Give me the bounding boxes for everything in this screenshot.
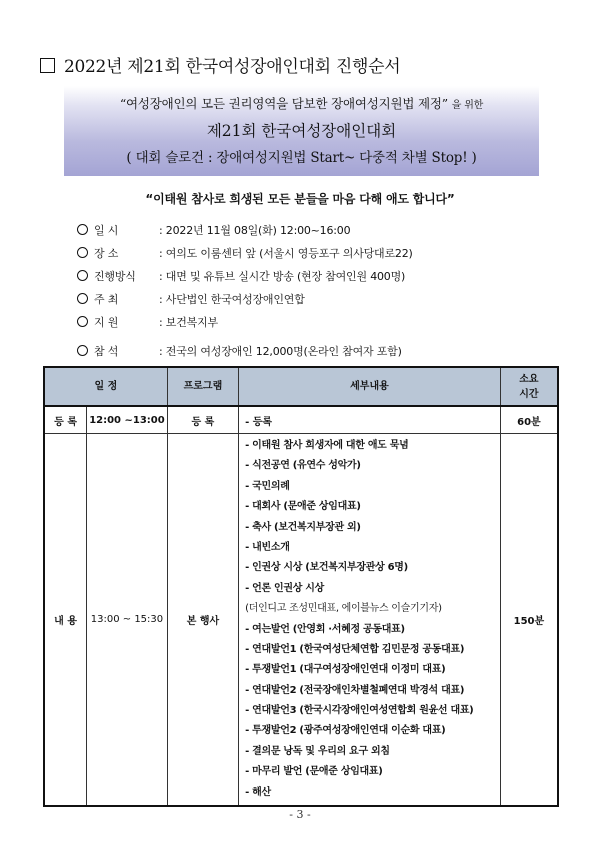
circle-bullet-icon (77, 316, 88, 327)
time-cell: 12:00 ~13:00 (87, 406, 168, 434)
list-item: - 이태원 참사 희생자에 대한 애도 묵념 (245, 440, 409, 451)
page-number: - 3 - (289, 808, 311, 821)
duration-cell: 150분 (500, 434, 558, 807)
banner-slogan: ( 대회 슬로건 : 장애여성지원법 Start~ 다중적 차별 Stop! ) (126, 150, 477, 166)
info-label: 지 원 (94, 316, 119, 329)
list-item-text: (더인디고 조성민대표, 에이블뉴스 이슬기기자) (245, 603, 442, 615)
header-details: 세부내용 (239, 367, 501, 406)
banner-slogan-quote: “여성장애인의 모든 권리영역을 담보한 장애여성지원법 제정” (119, 96, 448, 111)
list-item: - 투쟁발언1 (대구여성장애인연대 이정미 대표) (245, 664, 446, 676)
info-label: 진행방식 (94, 270, 136, 283)
time-cell: 13:00 ~ 15:30 (87, 434, 168, 807)
list-item: - 언론 인권상 시상 (245, 582, 325, 594)
banner-line-1-suffix: 을 위한 (451, 100, 484, 111)
info-value: : 대면 및 유튜브 실시간 방송 (현장 참여인원 400명) (159, 270, 406, 283)
info-value: : 사단법인 한국여성장애인연합 (159, 293, 305, 306)
duration-cell: 60분 (500, 406, 558, 434)
table-header-row (44, 367, 558, 406)
info-label: 주 최 (94, 293, 119, 306)
list-item: - 투쟁발언2 (광주여성장애인연대 이순화 대표) (245, 725, 446, 737)
circle-bullet-icon (77, 270, 88, 281)
heading-text: 2022년 제21회 한국여성장애인대회 진행순서 (64, 57, 401, 77)
info-label: 참 석 (94, 345, 119, 358)
schedule-table (43, 366, 559, 807)
info-item-place (77, 247, 413, 270)
banner-event-title: 제21회 한국여성장애인대회 (206, 122, 397, 140)
event-banner (64, 86, 539, 176)
header-duration (500, 367, 558, 406)
circle-bullet-icon (77, 224, 88, 235)
program-cell: 본 행사 (167, 434, 238, 807)
list-item: - 내빈소개 (245, 541, 290, 553)
document-heading (40, 52, 400, 77)
list-item: - 국민의례 (245, 480, 290, 492)
info-value: : 2022년 11월 08일(화) 12:00~16:00 (159, 224, 351, 237)
list-item: - 여는발언 (안영회 ·서혜정 공동대표) (245, 623, 405, 635)
circle-bullet-icon (77, 247, 88, 258)
section-cell: 내 용 (44, 434, 87, 807)
info-value: : 보건복지부 (159, 316, 218, 329)
list-item: - 연대발언2 (전국장애인차별철폐연대 박경석 대표) (245, 684, 465, 696)
list-item: - 결의문 낭독 및 우리의 요구 외침 (245, 745, 390, 757)
info-label: 일 시 (94, 224, 119, 237)
list-item: - 대회사 (문애준 상임대표) (245, 501, 361, 513)
list-item: - 인권상 시상 (보건복지부장관상 6명) (245, 562, 408, 574)
table-row-registration (44, 406, 558, 434)
circle-bullet-icon (77, 345, 88, 356)
memorial-message: “이태원 참사로 희생된 모든 분들을 마음 다해 애도 합니다” (145, 192, 455, 206)
info-item-host (77, 293, 413, 316)
info-value: : 여의도 이룸센터 앞 (서울시 영등포구 의사당대로22) (159, 247, 413, 260)
program-cell: 등 록 (167, 406, 238, 434)
header-program: 프로그램 (167, 367, 238, 406)
circle-bullet-icon (77, 293, 88, 304)
checkbox-square-icon (40, 58, 55, 73)
info-item-method (77, 270, 413, 293)
list-item: - 해산 (245, 786, 271, 798)
list-item: - 식전공연 (유연수 성악가) (245, 460, 361, 472)
list-item: - 연대발언1 (한국여성단체연합 김민문정 공동대표) (245, 643, 465, 655)
section-cell: 등 록 (44, 406, 87, 434)
detail-cell (239, 434, 501, 807)
banner-line-1 (64, 94, 539, 112)
list-item: - 마무리 발언 (문애준 상임대표) (245, 766, 383, 778)
list-item (245, 599, 500, 619)
info-label: 장 소 (94, 247, 119, 260)
info-item-attendance (77, 345, 413, 368)
program-item-list (239, 434, 500, 805)
header-duration-line-1: 소요 (519, 373, 539, 385)
info-item-support (77, 316, 413, 339)
list-item: - 연대발언3 (한국시각장애인여성연합회 원윤선 대표) (245, 705, 474, 717)
event-info-list (77, 224, 413, 368)
list-item: - 축사 (보건복지부장관 외) (245, 521, 361, 533)
info-value: : 전국의 여성장애인 12,000명(온라인 참여자 포함) (159, 345, 402, 358)
info-item-date (77, 224, 413, 247)
header-schedule: 일 정 (44, 367, 167, 406)
detail-cell: - 등록 (239, 406, 501, 434)
table-row-main-event (44, 434, 558, 807)
header-duration-line-2: 시간 (519, 388, 539, 400)
